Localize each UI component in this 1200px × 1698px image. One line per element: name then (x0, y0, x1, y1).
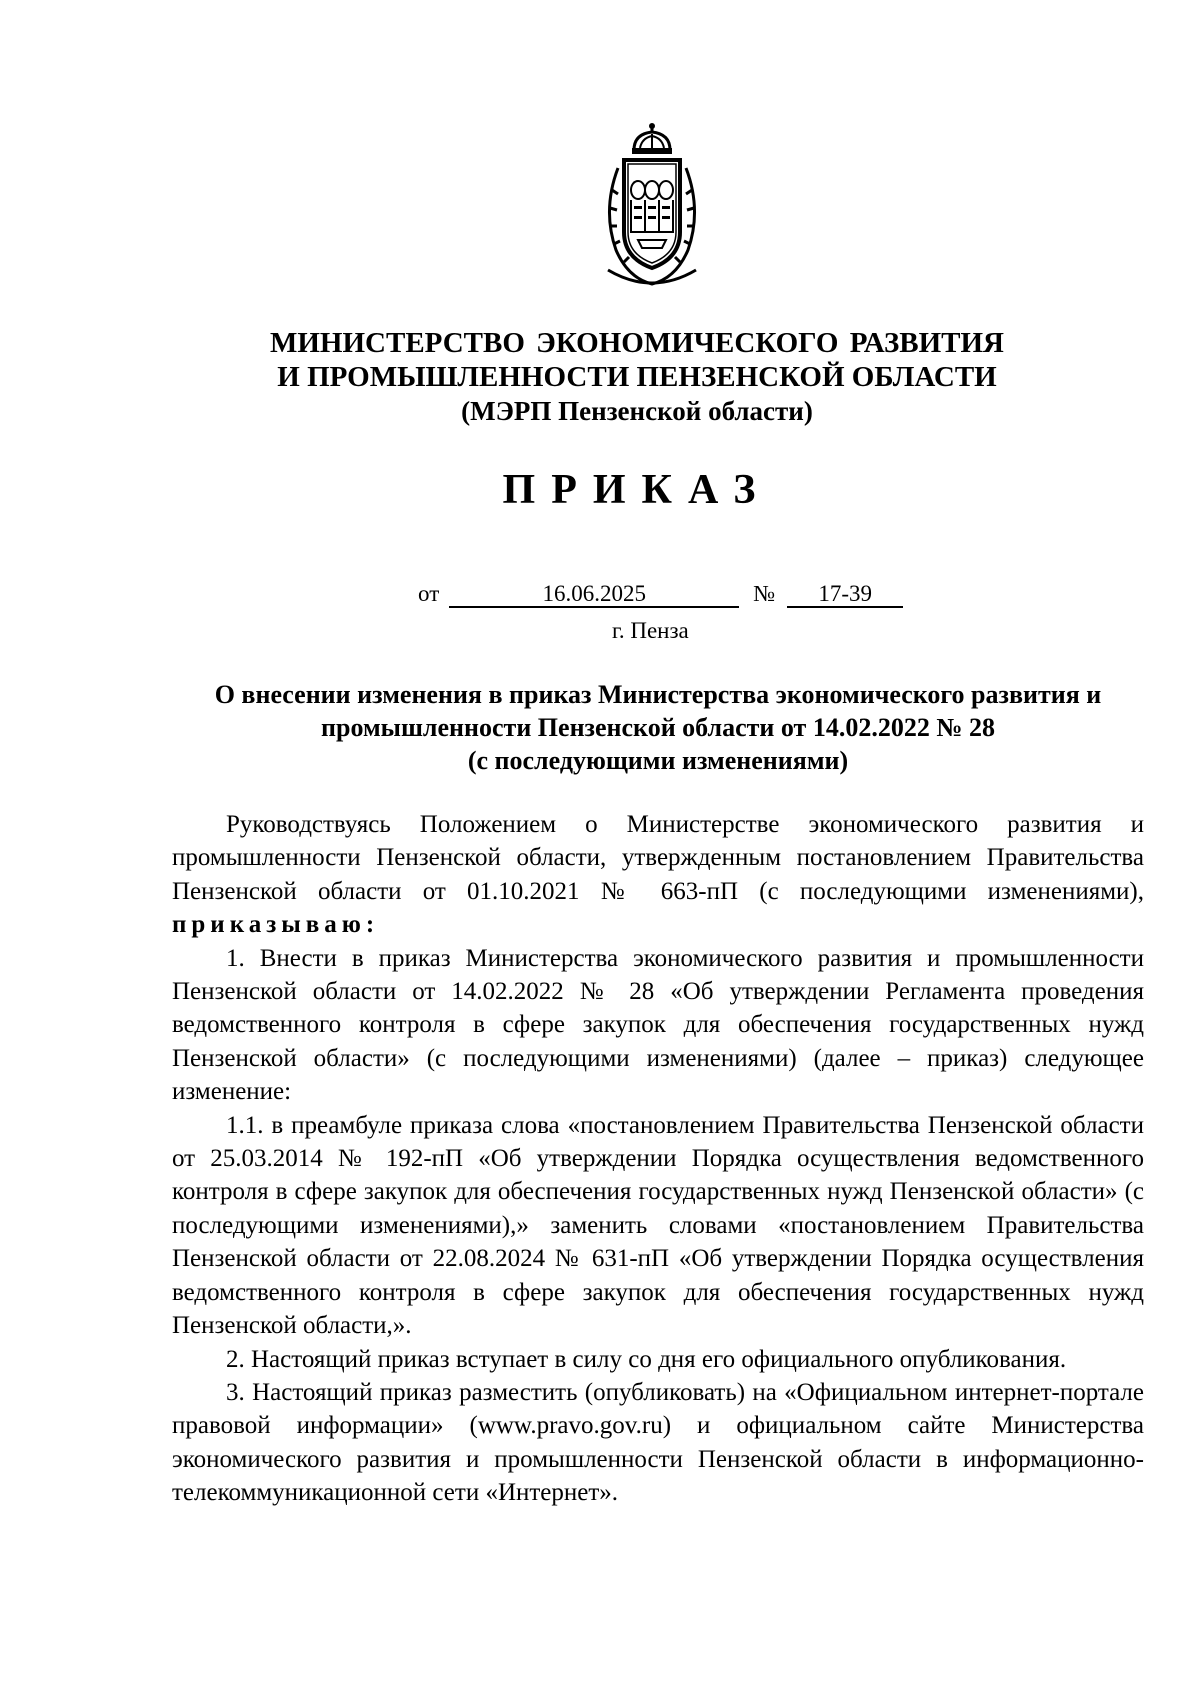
item-3: 3. Настоящий приказ разместить (опубликовать) на «Официальном интернет-портале правовой информации» (www.pravo.gov.ru) и официальном сайте Министерства экономического развития и промышленности Пензенской области в информационно-телекоммуникационной сети «Интернет». (172, 1378, 1144, 1507)
document-body (172, 808, 1144, 1510)
document-date: 16.06.2025 (449, 580, 739, 608)
item-1-1: 1.1. в преамбуле приказа слова «постановлением Правительства Пензенской области от 25.03.2014 № 192-пП «Об утверждении Порядка осуществления ведомственного контроля в сфере закупок для обеспечения государственных нужд Пензенской области» (с последующими изменениями),» заменить словами «постановлением Правительства Пензенской области от 22.08.2024 № 631-пП «Об утверждении Порядка осуществления ведомственного контроля в сфере закупок для обеспечения государственных нужд Пензенской области,». (172, 1111, 1144, 1340)
date-prefix: от (418, 581, 440, 606)
ministry-abbrev: (МЭРП Пензенской области) (461, 396, 813, 426)
order-word: приказываю: (172, 911, 380, 939)
date-number-line (418, 580, 903, 608)
city: г. Пенза (612, 618, 689, 643)
subject-line1: О внесении изменения в приказ Министерства экономического развития и (214, 680, 1102, 709)
ministry-line2: И ПРОМЫШЛЕННОСТИ ПЕНЗЕНСКОЙ ОБЛАСТИ (277, 361, 997, 393)
document-number: 17-39 (787, 580, 903, 608)
coat-of-arms-icon (598, 120, 706, 288)
ministry-name (0, 326, 1200, 428)
item-2: 2. Настоящий приказ вступает в силу со дня его официального опубликования. (226, 1345, 1067, 1373)
document-type-title: ПРИКАЗ (502, 467, 772, 513)
subject-line2: промышленности Пензенской области от 14.02.2022 № 28 (321, 713, 995, 742)
item-1: 1. Внести в приказ Министерства экономического развития и промышленности Пензенской области от 14.02.2022 № 28 «Об утверждении Регламента проведения ведомственного контроля в сфере закупок для обеспечения государственных нужд Пензенской области» (с последующими изменениями) (далее – приказ) следующее изменение: (172, 944, 1144, 1106)
ministry-line1: МИНИСТЕРСТВО ЭКОНОМИЧЕСКОГО РАЗВИТИЯ (270, 327, 1004, 359)
preamble-text: Руководствуясь Положением о Министерстве экономического развития и промышленности Пензенской области, утвержденным постановлением Правительства Пензенской области от 01.10.2021 № 663-пП (с последующими изменениями), (172, 811, 1144, 905)
preamble-paragraph (172, 808, 1144, 942)
subject-line3: (с последующими изменениями) (467, 746, 849, 775)
document-subject (172, 678, 1144, 777)
number-prefix: № (753, 581, 776, 606)
